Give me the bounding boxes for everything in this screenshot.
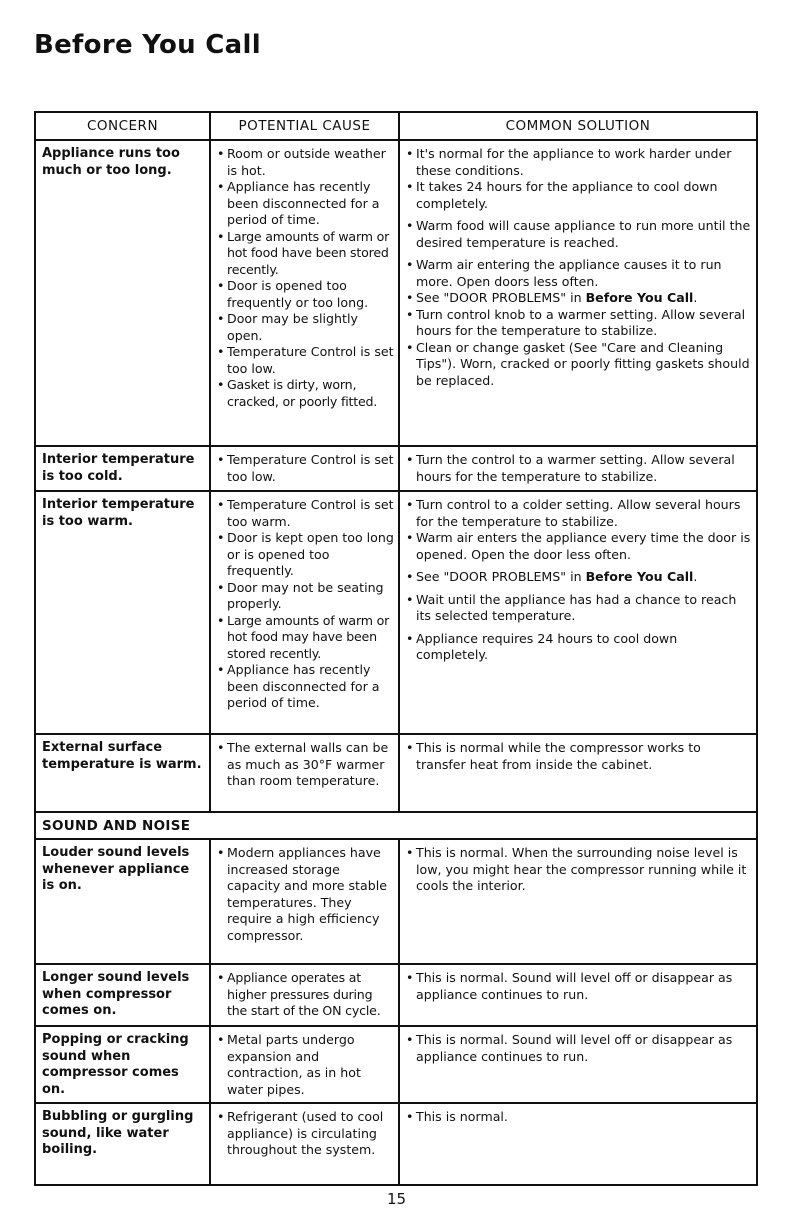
solution-cell — [398, 735, 756, 811]
cause-cell — [209, 840, 398, 963]
list-item: • It takes 24 hours for the appliance to cool down completely. — [406, 179, 752, 212]
list-item: • Warm air entering the appliance causes it to run more. Open doors less often. — [406, 257, 752, 290]
section-reference: Before You Call — [585, 569, 694, 584]
concern-cell: Bubbling or gurgling sound, like water boiling. — [42, 1109, 194, 1157]
list-item: • See "DOOR PROBLEMS" in Before You Call. — [406, 290, 752, 307]
cause-cell — [209, 447, 398, 490]
solution-cell — [398, 447, 756, 490]
table-row — [36, 141, 756, 447]
concern-cell: Appliance runs too much or too long. — [42, 146, 180, 178]
table-header — [36, 113, 756, 141]
list-item: • Large amounts of warm or hot food have been stored recently. — [217, 229, 394, 279]
concern-cell: Longer sound levels when compressor comes on. — [42, 970, 190, 1018]
concern-cell: Popping or cracking sound when compressor comes on. — [42, 1032, 189, 1097]
solution-cell — [398, 492, 756, 733]
list-item: • Metal parts undergo expansion and contraction, as in hot water pipes. — [217, 1032, 394, 1098]
list-item: • Refrigerant (used to cool appliance) is circulating throughout the system. — [217, 1109, 394, 1159]
header-common-solution: COMMON SOLUTION — [398, 113, 756, 139]
cause-cell — [209, 965, 398, 1025]
list-item: • Wait until the appliance has had a chance to reach its selected temperature. — [406, 592, 752, 625]
concern-cell: Louder sound levels whenever appliance is on. — [42, 845, 190, 893]
list-item: • Door may be slightly open. — [217, 311, 394, 344]
list-item: • This is normal. When the surrounding noise level is low, you might hear the compressor running while it cools the interior. — [406, 845, 752, 895]
list-item: • Warm food will cause appliance to run more until the desired temperature is reached. — [406, 218, 752, 251]
list-item: • Temperature Control is set too low. — [217, 452, 394, 485]
list-item: • Turn control knob to a warmer setting. Allow several hours for the temperature to stabilize. — [406, 307, 752, 340]
list-item: • Large amounts of warm or hot food may have been stored recently. — [217, 613, 394, 663]
page-title: Before You Call — [34, 30, 261, 60]
list-item: • Appliance has recently been disconnected for a period of time. — [217, 179, 394, 229]
list-item: • Modern appliances have increased storage capacity and more stable temperatures. They require a high efficiency compressor. — [217, 845, 394, 944]
list-item: • This is normal. Sound will level off or disappear as appliance continues to run. — [406, 970, 752, 1003]
list-item: • Temperature Control is set too warm. — [217, 497, 394, 530]
table-row — [36, 735, 756, 813]
list-item: • Temperature Control is set too low. — [217, 344, 394, 377]
list-item: • Warm air enters the appliance every time the door is opened. Open the door less often. — [406, 530, 752, 563]
solution-cell — [398, 141, 756, 445]
list-item: • This is normal. Sound will level off or disappear as appliance continues to run. — [406, 1032, 752, 1065]
cause-cell — [209, 1027, 398, 1102]
cause-cell — [209, 141, 398, 445]
list-item: • Door is opened too frequently or too long. — [217, 278, 394, 311]
list-item: • See "DOOR PROBLEMS" in Before You Call. — [406, 569, 752, 586]
cause-cell — [209, 735, 398, 811]
section-header-sound-and-noise: SOUND AND NOISE — [36, 813, 756, 840]
header-concern: CONCERN — [86, 118, 159, 134]
list-item: • Door may not be seating properly. — [217, 580, 394, 613]
concern-cell: Interior temperature is too cold. — [42, 452, 195, 484]
page-number: 15 — [386, 1190, 407, 1208]
table-row — [36, 1104, 756, 1184]
list-item: • The external walls can be as much as 30°F warmer than room temperature. — [217, 740, 394, 790]
troubleshooting-table — [34, 111, 758, 1186]
list-item: • Appliance requires 24 hours to cool down completely. — [406, 631, 752, 664]
concern-cell: External surface temperature is warm. — [42, 740, 202, 772]
table-row — [36, 965, 756, 1027]
list-item: • It's normal for the appliance to work harder under these conditions. — [406, 146, 752, 179]
list-item: • Appliance operates at higher pressures during the start of the ON cycle. — [217, 970, 394, 1020]
table-row — [36, 492, 756, 735]
solution-cell — [398, 1104, 756, 1184]
concern-cell: Interior temperature is too warm. — [42, 497, 195, 529]
header-potential-cause: POTENTIAL CAUSE — [209, 113, 398, 139]
solution-cell — [398, 1027, 756, 1102]
list-item: • This is normal while the compressor works to transfer heat from inside the cabinet. — [406, 740, 752, 773]
list-item: • Gasket is dirty, worn, cracked, or poorly fitted. — [217, 377, 394, 410]
solution-cell — [398, 840, 756, 963]
list-item: • Door is kept open too long or is opened too frequently. — [217, 530, 394, 580]
list-item: • Room or outside weather is hot. — [217, 146, 394, 179]
cause-cell — [209, 492, 398, 733]
section-reference: Before You Call — [585, 290, 694, 305]
list-item: • Clean or change gasket (See "Care and Cleaning Tips"). Worn, cracked or poorly fitting gaskets should be replaced. — [406, 340, 752, 390]
solution-cell — [398, 965, 756, 1025]
cause-cell — [209, 1104, 398, 1184]
table-row — [36, 840, 756, 965]
list-item: • Turn the control to a warmer setting. Allow several hours for the temperature to stabilize. — [406, 452, 752, 485]
table-row — [36, 1027, 756, 1104]
list-item: • Appliance has recently been disconnected for a period of time. — [217, 662, 394, 712]
list-item: • Turn control to a colder setting. Allow several hours for the temperature to stabilize. — [406, 497, 752, 530]
list-item: • This is normal. — [406, 1109, 752, 1126]
table-row — [36, 447, 756, 492]
